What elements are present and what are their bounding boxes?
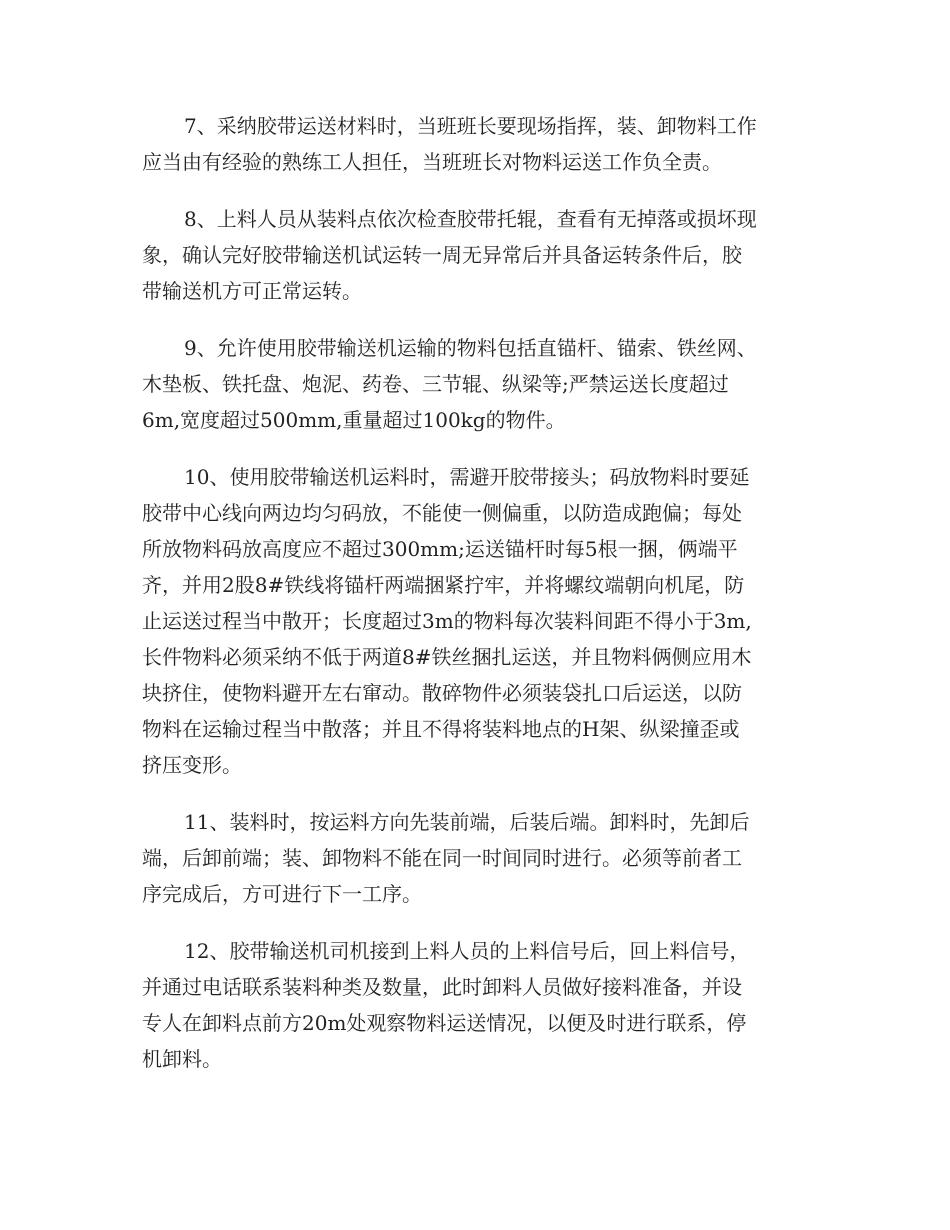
text-line: 块挤住，使物料避开左右窜动。散碎物件必须装袋扎口后运送，以防	[142, 681, 742, 705]
paragraph-11	[142, 804, 810, 912]
text-line: 11、装料时，按运料方向先装前端，后装后端。卸料时，先卸后	[184, 810, 750, 834]
text-line: 7、采纳胶带运送材料时，当班班长要现场指挥，装、卸物料工作	[184, 114, 757, 138]
text-line: 端，后卸前端；装、卸物料不能在同一时间同时进行。必须等前者工	[142, 846, 742, 870]
text-line: 应当由有经验的熟练工人担任，当班班长对物料运送工作负全责。	[142, 150, 722, 174]
text-line: 木垫板、铁托盘、炮泥、药卷、三节辊、纵梁等;严禁运送长度超过	[142, 372, 729, 396]
text-line: 物料在运输过程当中散落；并且不得将装料地点的H架、纵梁撞歪或	[142, 717, 740, 741]
text-line: 所放物料码放高度应不超过300mm;运送锚杆时每5根一捆，俩端平	[142, 537, 738, 561]
text-line: 齐，并用2股8#铁线将锚杆两端捆紧拧牢，并将螺纹端朝向机尾，防	[142, 573, 745, 597]
text-line: 6m,宽度超过500mm,重量超过100kg的物件。	[142, 408, 566, 432]
text-line: 10、使用胶带输送机运料时，需避开胶带接头；码放物料时要延	[184, 465, 750, 489]
paragraph-8	[142, 201, 810, 309]
text-line: 8、上料人员从装料点依次检查胶带托辊，查看有无掉落或损坏现	[184, 207, 757, 231]
text-line: 12、胶带输送机司机接到上料人员的上料信号后，回上料信号，	[184, 939, 750, 963]
text-line: 挤压变形。	[142, 753, 242, 777]
paragraph-9	[142, 330, 810, 438]
document-body	[142, 108, 810, 1098]
text-line: 9、允许使用胶带输送机运输的物料包括直锚杆、锚索、铁丝网、	[184, 336, 757, 360]
text-line: 止运送过程当中散开；长度超过3m的物料每次装料间距不得小于3m,	[142, 609, 752, 633]
text-line: 胶带中心线向两边均匀码放，不能使一侧偏重，以防造成跑偏；每处	[142, 501, 742, 525]
paragraph-7	[142, 108, 810, 180]
paragraph-12	[142, 933, 810, 1077]
text-line: 专人在卸料点前方20m处观察物料运送情况，以便及时进行联系，停	[142, 1011, 747, 1035]
text-line: 带输送机方可正常运转。	[142, 279, 362, 303]
text-line: 长件物料必须采纳不低于两道8#铁丝捆扎运送，并且物料俩侧应用木	[142, 645, 752, 669]
text-line: 序完成后，方可进行下一工序。	[142, 882, 422, 906]
text-line: 并通过电话联系装料种类及数量，此时卸料人员做好接料准备，并设	[142, 975, 742, 999]
text-line: 机卸料。	[142, 1047, 222, 1071]
text-line: 象，确认完好胶带输送机试运转一周无异常后并具备运转条件后，胶	[142, 243, 742, 267]
paragraph-10	[142, 459, 810, 783]
